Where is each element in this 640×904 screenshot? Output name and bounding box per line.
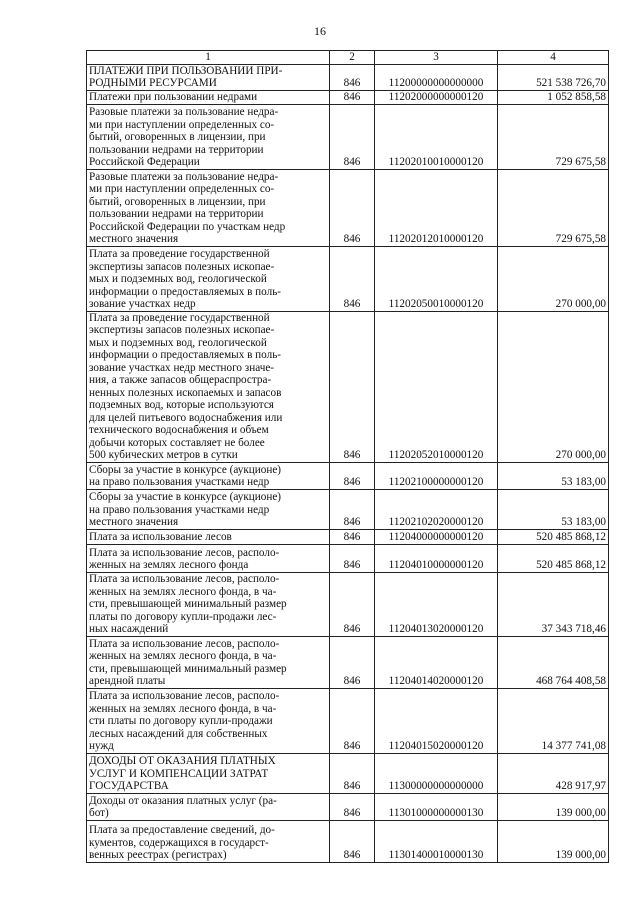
row-admin-code-cell: 846 [330,544,375,572]
row-budget-code-cell: 11204000000000120 [375,529,498,544]
row-name-cell: Плата за использование лесов, располо- женных на землях лесного фонда, в ча- сти, превышающей минимальный размер арендной платы [87,636,330,688]
row-name-cell: Доходы от оказания платных услуг (ра- бот) [87,793,330,820]
row-budget-code-cell: 11202102020000120 [375,489,498,529]
table-row [87,169,609,246]
row-amount-cell: 53 183,00 [498,489,609,529]
row-admin-code-cell: 846 [330,462,375,489]
table-row [87,489,609,529]
row-name-cell: Плата за предоставление сведений, до- кументов, содержащихся в государст- венных реестрах (регистрах) [87,820,330,862]
row-budget-code-cell: 11204015020000120 [375,688,498,753]
page-number: 16 [314,24,326,38]
row-name-cell: Плата за использование лесов, располо- женных на землях лесного фонда, в ча- сти, превышающей минимальный размер платы по договору купли-продажи лес- ных насаждений [87,572,330,636]
row-amount-cell: 270 000,00 [498,246,609,311]
row-name-cell: Сборы за участие в конкурсе (аукционе) на право пользования участками недр местного значения [87,489,330,529]
row-admin-code-cell: 846 [330,820,375,862]
table-row [87,753,609,793]
row-admin-code-cell: 846 [330,572,375,636]
row-name-cell: Плата за использование лесов, располо- женных на землях лесного фонда, в ча- сти платы по договору купли-продажи лесных насаждений для собственных нужд [87,688,330,753]
row-amount-cell: 520 485 868,12 [498,529,609,544]
row-amount-cell: 428 917,97 [498,753,609,793]
table-header-row [87,51,609,65]
row-name-cell: Плата за проведение государственной экспертизы запасов полезных ископае- мых и подземных вод, геологической информации о предоставляемых в поль- зование участках недр [87,246,330,311]
table-row [87,820,609,862]
row-admin-code-cell: 846 [330,489,375,529]
column-header-amount: 4 [498,51,609,65]
row-amount-cell: 270 000,00 [498,311,609,462]
table-row [87,529,609,544]
row-amount-cell: 729 675,58 [498,169,609,246]
table-row [87,246,609,311]
row-admin-code-cell: 846 [330,688,375,753]
row-admin-code-cell: 846 [330,753,375,793]
row-admin-code-cell: 846 [330,90,375,104]
row-admin-code-cell: 846 [330,636,375,688]
revenue-table [86,50,609,863]
column-header-code: 3 [375,51,498,65]
row-budget-code-cell: 11202000000000120 [375,90,498,104]
row-name-cell: ПЛАТЕЖИ ПРИ ПОЛЬЗОВАНИИ ПРИ- РОДНЫМИ РЕСУРСАМИ [87,64,330,90]
table-row [87,462,609,489]
row-amount-cell: 521 538 726,70 [498,64,609,90]
row-budget-code-cell: 11204010000000120 [375,544,498,572]
row-budget-code-cell: 11301000000000130 [375,793,498,820]
row-admin-code-cell: 846 [330,104,375,169]
row-name-cell: ДОХОДЫ ОТ ОКАЗАНИЯ ПЛАТНЫХ УСЛУГ И КОМПЕНСАЦИИ ЗАТРАТ ГОСУДАРСТВА [87,753,330,793]
row-name-cell: Плата за использование лесов, располо- женных на землях лесного фонда [87,544,330,572]
row-name-cell: Разовые платежи за пользование недра- ми при наступлении определенных со- бытий, оговоренных в лицензии, при пользовании недрами на территории Российской Федерации по участкам недр местного значения [87,169,330,246]
row-budget-code-cell: 11301400010000130 [375,820,498,862]
row-admin-code-cell: 846 [330,64,375,90]
row-amount-cell: 139 000,00 [498,820,609,862]
row-budget-code-cell: 11202100000000120 [375,462,498,489]
table-row [87,572,609,636]
table-row [87,793,609,820]
row-admin-code-cell: 846 [330,169,375,246]
row-amount-cell: 468 764 408,58 [498,636,609,688]
table-row [87,64,609,90]
row-name-cell: Плата за проведение государственной экспертизы запасов полезных ископае- мых и подземных вод, геологической информации о предоставляемых в поль- зование участках недр местного значе- ния, а также запасов общераспростра- ненных полезных ископаемых и запасов подземных вод, которые используются для целей питьевого водоснабжения или технического водоснабжения и объем добычи которых составляет не более 500 кубических метров в сутки [87,311,330,462]
row-budget-code-cell: 11300000000000000 [375,753,498,793]
table-row [87,311,609,462]
column-header-name: 1 [87,51,330,65]
row-amount-cell: 37 343 718,46 [498,572,609,636]
row-amount-cell: 729 675,58 [498,104,609,169]
row-budget-code-cell: 11204014020000120 [375,636,498,688]
row-name-cell: Платежи при пользовании недрами [87,90,330,104]
row-budget-code-cell: 11202050010000120 [375,246,498,311]
row-budget-code-cell: 11200000000000000 [375,64,498,90]
table-row [87,688,609,753]
row-amount-cell: 14 377 741,08 [498,688,609,753]
row-amount-cell: 53 183,00 [498,462,609,489]
row-amount-cell: 139 000,00 [498,793,609,820]
row-name-cell: Плата за использование лесов [87,529,330,544]
row-name-cell: Разовые платежи за пользование недра- ми при наступлении определенных со- бытий, оговоренных в лицензии, при пользовании недрами на территории Российской Федерации [87,104,330,169]
row-name-cell: Сборы за участие в конкурсе (аукционе) на право пользования участками недр [87,462,330,489]
column-header-admin: 2 [330,51,375,65]
table-row [87,90,609,104]
row-budget-code-cell: 11202010010000120 [375,104,498,169]
row-admin-code-cell: 846 [330,311,375,462]
row-admin-code-cell: 846 [330,529,375,544]
row-budget-code-cell: 11204013020000120 [375,572,498,636]
row-amount-cell: 1 052 858,58 [498,90,609,104]
table-row [87,544,609,572]
row-budget-code-cell: 11202052010000120 [375,311,498,462]
row-admin-code-cell: 846 [330,793,375,820]
table-row [87,636,609,688]
row-budget-code-cell: 11202012010000120 [375,169,498,246]
row-amount-cell: 520 485 868,12 [498,544,609,572]
table-row [87,104,609,169]
row-admin-code-cell: 846 [330,246,375,311]
